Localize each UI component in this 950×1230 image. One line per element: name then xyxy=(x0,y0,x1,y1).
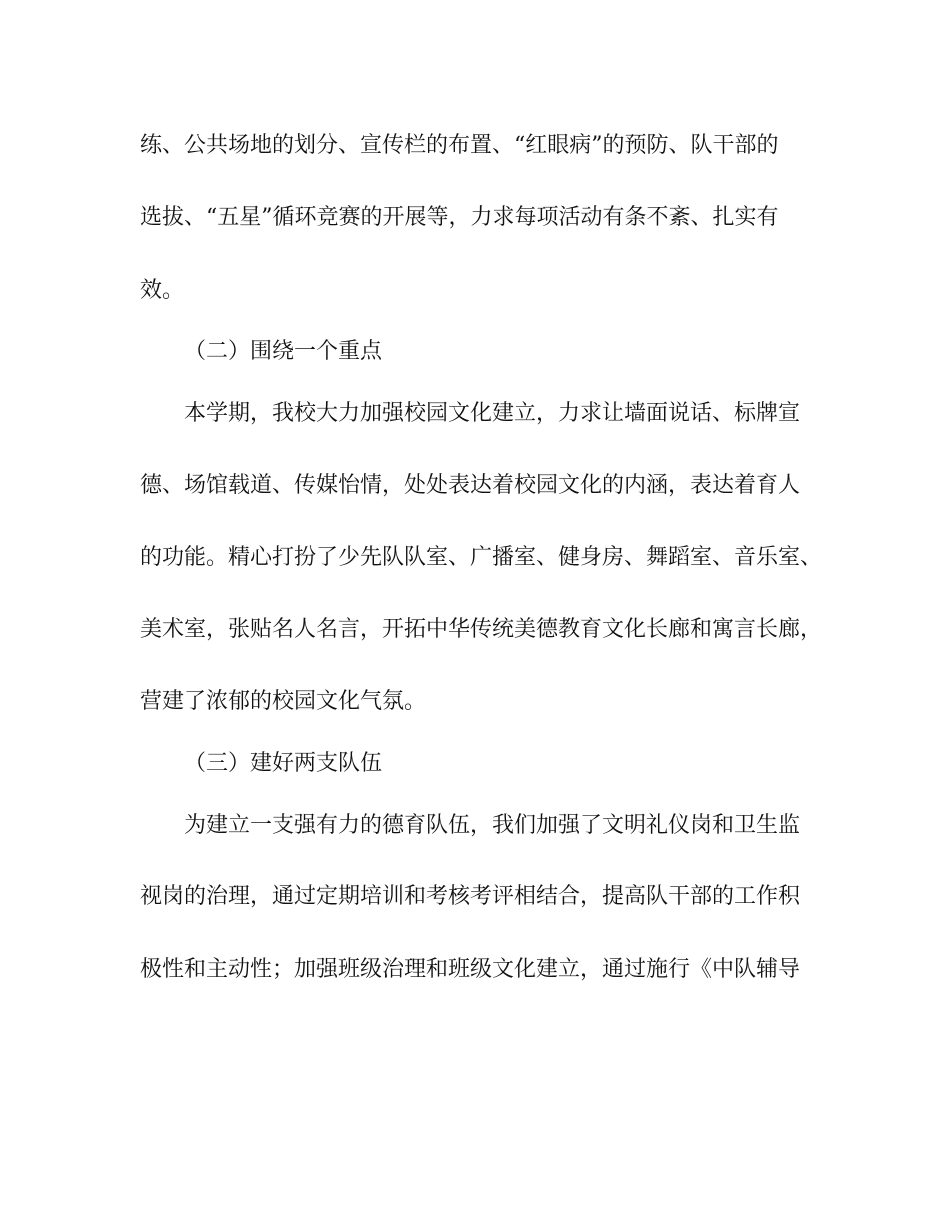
section-heading: （三）建好两支队伍 xyxy=(184,751,383,776)
text-line: 极性和主动性；加强班级治理和班级文化建立，通过施行《中队辅导 xyxy=(140,957,801,982)
section-heading: （二）围绕一个重点 xyxy=(184,339,383,364)
text-line: 营建了浓郁的校园文化气氛。 xyxy=(140,689,427,714)
text-line: 德、场馆载道、传媒怡情，处处表达着校园文化的内涵，表达着育人 xyxy=(140,473,801,498)
text-line: 效。 xyxy=(140,278,185,303)
text-line: 选拔、“五星”循环竞赛的开展等，力求每项活动有条不紊、扎实有 xyxy=(140,205,779,230)
text-line: 的功能。精心打扮了少先队队室、广播室、健身房、舞蹈室、音乐室、 xyxy=(140,545,823,570)
text-line: 本学期，我校大力加强校园文化建立，力求让墙面说话、标牌宣 xyxy=(184,401,801,426)
text-line: 练、公共场地的划分、宣传栏的布置、“红眼病”的预防、队干部的 xyxy=(140,133,779,158)
text-line: 美术室，张贴名人名言，开拓中华传统美德教育文化长廊和寓言长廊， xyxy=(140,617,823,642)
text-line: 视岗的治理，通过定期培训和考核考评相结合，提高队干部的工作积 xyxy=(140,884,801,909)
text-line: 为建立一支强有力的德育队伍，我们加强了文明礼仪岗和卫生监 xyxy=(184,813,801,838)
